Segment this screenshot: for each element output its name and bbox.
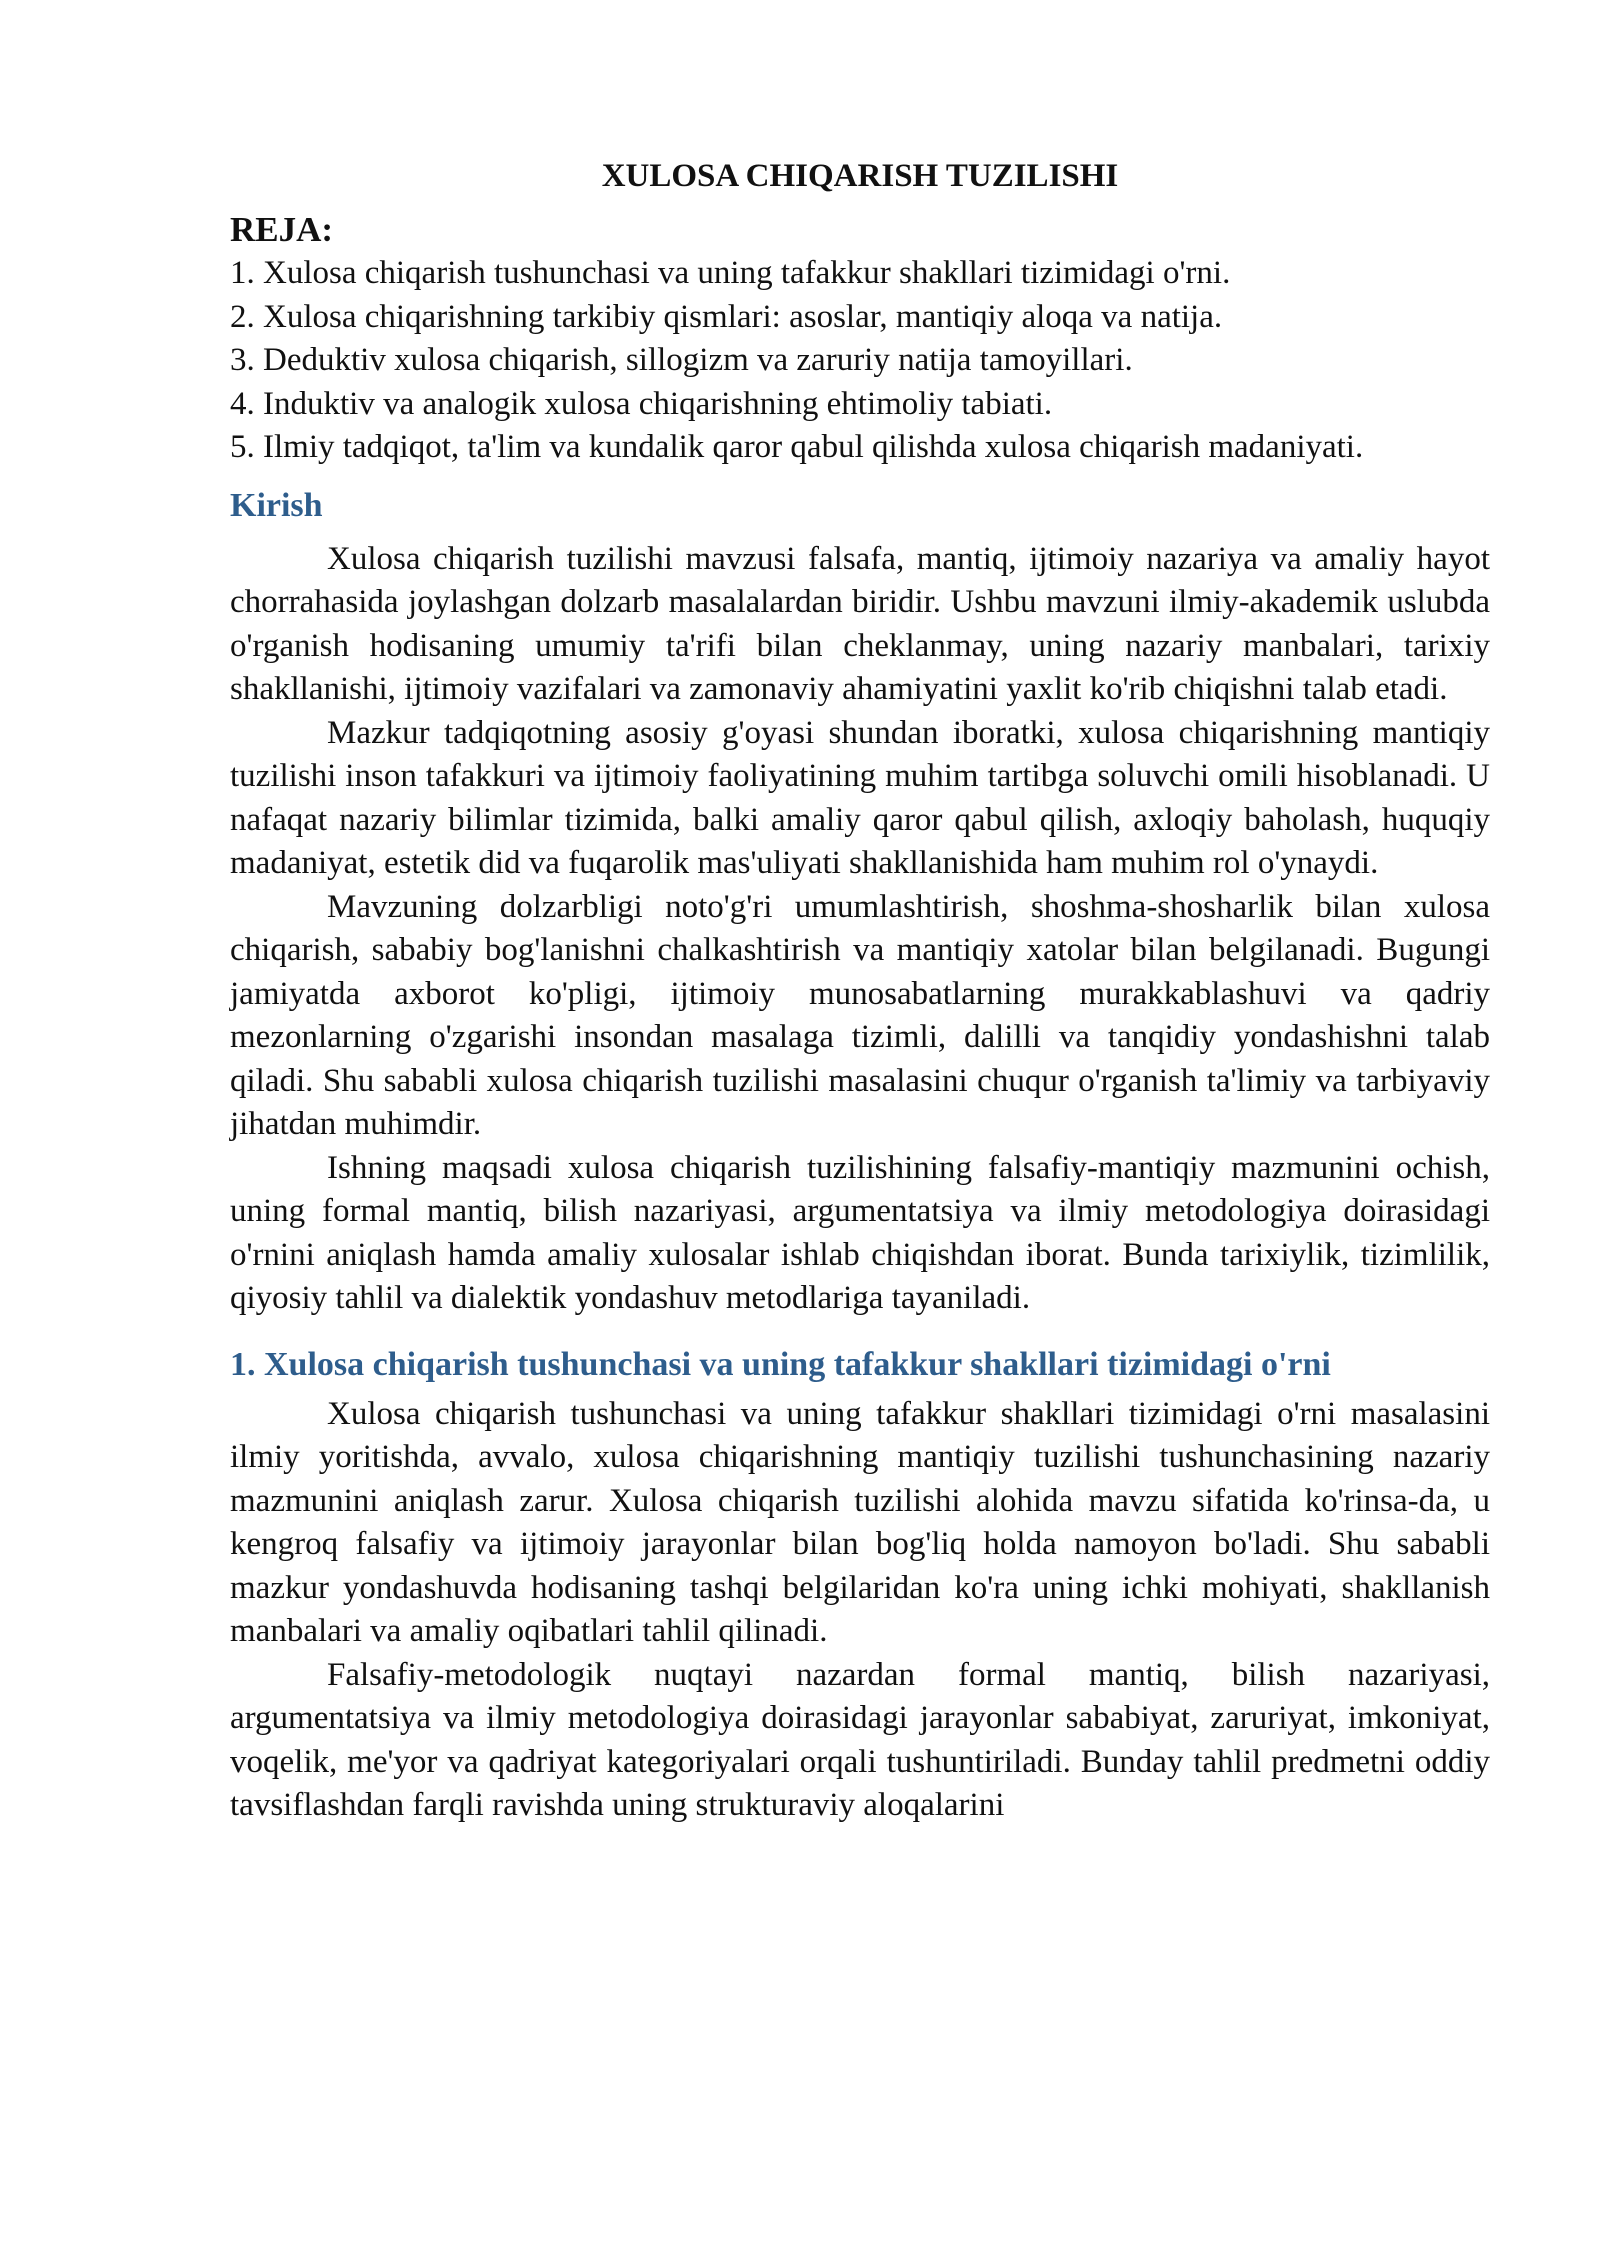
paragraph: Mavzuning dolzarbligi noto'g'ri umumlashtirish, shoshma-shosharlik bilan xulosa chiqarish, sababiy bog'lanishni chalkashtirish va mantiqiy xatolar bilan belgilanadi. Bugungi jamiyatda axborot ko'pligi, ijtimoiy munosabatlarning murakkablashuvi va qadriy mezonlarning o'zgarishi insondan masalaga tizimli, dalilli va tanqidiy yondashishni talab qiladi. Shu sababli xulosa chiqarish tuzilishi masalasini chuqur o'rganish ta'limiy va tarbiyaviy jihatdan muhimdir. — [230, 888, 1490, 1142]
paragraph: Falsafiy-metodologik nuqtayi nazardan formal mantiq, bilish nazariyasi, argumentatsiya va ilmiy metodologiya doirasidagi jarayonlar sababiyat, zaruriyat, imkoniyat, voqelik, me'yor va qadriyat kategoriyalari orqali tushuntiriladi. Bunday tahlil predmetni oddiy tavsiflashdan farqli ravishda uning strukturaviy aloqalarini — [230, 1656, 1490, 1823]
paragraph: Xulosa chiqarish tuzilishi mavzusi falsafa, mantiq, ijtimoiy nazariya va amaliy hayot chorrahasida joylashgan dolzarb masalalardan biridir. Ushbu mavzuni ilmiy-akademik uslubda o'rganish hodisaning umumiy ta'rifi bilan cheklanmay, uning nazariy manbalari, tarixiy shakllanishi, ijtimoiy vazifalari va zamonaviy ahamiyatini yaxlit ko'rib chiqishni talab etadi. — [230, 540, 1490, 707]
section-heading-introduction: Kirish — [230, 486, 323, 524]
plan-item: 5. Ilmiy tadqiqot, ta'lim va kundalik qaror qabul qilishda xulosa chiqarish madaniyati. — [230, 429, 1364, 465]
plan-item: 1. Xulosa chiqarish tushunchasi va uning tafakkur shakllari tizimidagi o'rni. — [230, 255, 1231, 291]
document-title: XULOSA CHIQARISH TUZILISHI — [601, 158, 1119, 194]
plan-heading: REJA: — [230, 210, 334, 249]
plan-item: 4. Induktiv va analogik xulosa chiqarishning ehtimoliy tabiati. — [230, 385, 1053, 422]
plan-item: 2. Xulosa chiqarishning tarkibiy qismlari: asoslar, mantiqiy aloqa va natija. — [230, 298, 1223, 335]
plan-list — [230, 252, 1490, 470]
section-heading-1: 1. Xulosa chiqarish tushunchasi va uning tafakkur shakllari tizimidagi o'rni — [230, 1345, 1331, 1383]
paragraph: Ishning maqsadi xulosa chiqarish tuzilishining falsafiy-mantiqiy mazmunini ochish, uning formal mantiq, bilish nazariyasi, argumentatsiya va ilmiy metodologiya doirasidagi o'rnini aniqlash hamda amaliy xulosalar ishlab chiqishdan iborat. Bunda tarixiylik, tizimlilik, qiyosiy tahlil va dialektik yondashuv metodlariga tayaniladi. — [230, 1149, 1490, 1316]
paragraph: Mazkur tadqiqotning asosiy g'oyasi shundan iboratki, xulosa chiqarishning mantiqiy tuzilishi inson tafakkuri va ijtimoiy faoliyatining muhim tartibga soluvchi omili hisoblanadi. U nafaqat nazariy bilimlar tizimida, balki amaliy qaror qabul qilish, axloqiy baholash, huquqiy madaniyat, estetik did va fuqarolik mas'uliyati shakllanishida ham muhim rol o'ynaydi. — [230, 714, 1490, 881]
plan-item: 3. Deduktiv xulosa chiqarish, sillogizm va zaruriy natija tamoyillari. — [230, 342, 1133, 378]
paragraph: Xulosa chiqarish tushunchasi va uning tafakkur shakllari tizimidagi o'rni masalasini ilmiy yoritishda, avvalo, xulosa chiqarishning mantiqiy tuzilishi tushunchasining nazariy mazmunini aniqlash zarur. Xulosa chiqarish tuzilishi alohida mavzu sifatida ko'rinsa-da, u kengroq falsafiy va ijtimoiy jarayonlar bilan bog'liq holda namoyon bo'ladi. Shu sababli mazkur yondashuvda hodisaning tashqi belgilaridan ko'ra uning ichki mohiyati, shakllanish manbalari va amaliy oqibatlari tahlil qilinadi. — [230, 1395, 1490, 1649]
